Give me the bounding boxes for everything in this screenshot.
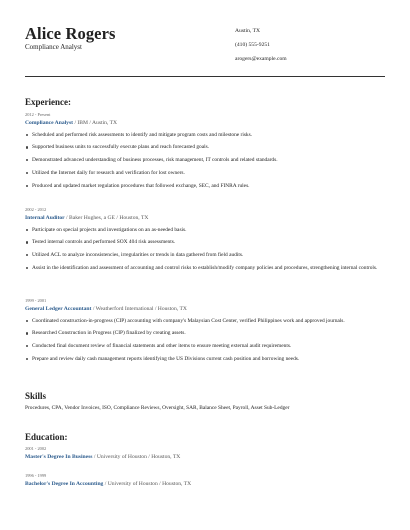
job-bullet: Conducted final document review of financial statements and other items to ensure meeting external audit requirements. <box>25 343 388 350</box>
skills-list: Procedures, CPA, Vendor Invoices, ISO, Compliance Reviews, Oversight, SAR, Balance Sheet, Payroll, Asset Sub-Ledger <box>25 405 290 411</box>
contact-email: arogers@example.com <box>235 56 287 62</box>
education-school: / University of Houston / Houston, TX <box>104 480 192 487</box>
job-bullet: Assist in the identification and assessment of accounting and control risks to establish/modify company policies and procedures, strengthening internal controls. <box>25 265 388 272</box>
job-line <box>25 119 388 127</box>
job-dates: 1999 - 2001 <box>25 298 47 303</box>
job-role: Compliance Analyst <box>25 119 74 126</box>
job-bullet: Utilized ACL to analyze inconsistencies, irregularities or trends in data gathered from field audits. <box>25 252 388 259</box>
job-bullet: Researched Construction in Progress (CIP) finalized by creating assets. <box>25 330 388 337</box>
header-divider <box>25 76 385 77</box>
education-dates: 1996 - 1999 <box>25 473 47 478</box>
contact-phone: (410) 555-9251 <box>235 42 270 48</box>
education-heading: Education: <box>25 432 68 442</box>
job-bullets <box>25 318 388 363</box>
job-bullets <box>25 132 388 190</box>
job-org: / Weatherford International / Houston, TX <box>92 305 187 312</box>
job-role: Internal Auditor <box>25 214 65 221</box>
contact-block <box>235 28 287 70</box>
education-degree: Bachelor's Degree In Accounting <box>25 480 104 487</box>
education-line <box>25 480 191 488</box>
job-dates: 2002 - 2012 <box>25 207 47 212</box>
job-bullet: Produced and updated market regulation procedures that followed exchange, SEC, and FINRA rules. <box>25 183 388 190</box>
skills-heading: Skills <box>25 391 47 401</box>
job-bullets <box>25 227 388 272</box>
job-entry <box>25 112 388 195</box>
contact-city: Austin, TX <box>235 28 261 34</box>
education-entry <box>25 473 191 488</box>
job-bullet: Participate on special projects and investigations on an as-needed basis. <box>25 227 388 234</box>
resume-header <box>25 0 385 77</box>
education-degree: Master's Degree In Business <box>25 453 93 460</box>
experience-heading: Experience: <box>25 97 71 107</box>
job-bullet: Prepare and review daily cash management reports identifying the US Divisions current cash position and borrowing needs. <box>25 356 388 363</box>
job-line <box>25 305 388 313</box>
education-school: / University of Houston / Houston, TX <box>93 453 181 460</box>
job-org: / Baker Hughes, a GE / Houston, TX <box>66 214 149 221</box>
job-bullet: Scheduled and performed risk assessments to identify and mitigate program costs and milestone risks. <box>25 132 388 139</box>
job-bullet: Demonstrated advanced understanding of business processes, risk management, IT controls and related standards. <box>25 157 388 164</box>
job-dates: 2012 - Present <box>25 112 51 117</box>
job-org: / IBM / Austin, TX <box>74 119 118 126</box>
job-bullet: Supported business units to successfully execute plans and reach forecasted goals. <box>25 144 388 151</box>
job-entry <box>25 207 388 278</box>
education-dates: 2001 - 2002 <box>25 446 47 451</box>
job-line <box>25 214 388 222</box>
job-bullet: Tested internal controls and performed SOX 404 risk assessments. <box>25 239 388 246</box>
job-role: General Ledger Accountant <box>25 305 92 312</box>
candidate-title: Compliance Analyst <box>25 43 82 51</box>
job-entry <box>25 298 388 369</box>
education-line <box>25 453 180 461</box>
job-bullet: Utilized the Internet daily for research and verification for lost owners. <box>25 170 388 177</box>
candidate-name: Alice Rogers <box>25 24 116 43</box>
education-entry <box>25 446 180 461</box>
job-bullet: Coordinated construction-in-progress (CIP) accounting with company's Malaysian Cost Center, verified Philippines work and approved journals. <box>25 318 388 325</box>
